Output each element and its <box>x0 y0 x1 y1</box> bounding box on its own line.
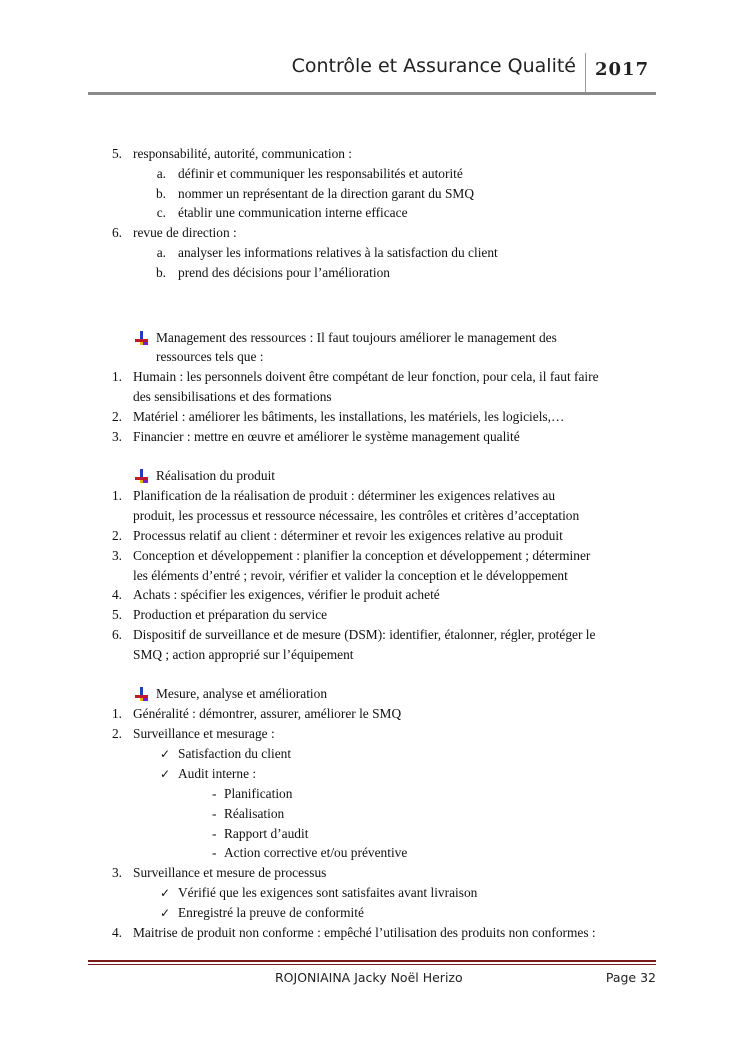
list-item: Conception et développement : planifier la conception et développement ; déterminer <box>133 548 591 563</box>
dash-item: Planification <box>224 786 293 801</box>
checkmark-icon: ✓ <box>160 906 171 920</box>
list-item: Production et préparation du service <box>133 607 328 622</box>
list-number: 2. <box>111 726 122 741</box>
sub-label: b. <box>155 186 166 201</box>
section-heading: Management des ressources : Il faut toujours améliorer le management des <box>156 330 557 345</box>
list-number: 3. <box>111 865 122 880</box>
arrow-bullet-icon <box>135 687 149 701</box>
check-item: Satisfaction du client <box>178 746 292 761</box>
list-item: Surveillance et mesure de processus <box>133 865 327 880</box>
section-heading-cont: ressources tels que : <box>156 349 264 364</box>
header-separator <box>585 53 586 94</box>
list-item: Surveillance et mesurage : <box>133 726 275 741</box>
list-number: 2. <box>111 528 122 543</box>
list-number: 6. <box>111 225 122 240</box>
list-number: 1. <box>111 706 122 721</box>
list-item: Processus relatif au client : déterminer et revoir les exigences relative au produit <box>133 528 563 543</box>
dash-item: Rapport d’audit <box>224 826 309 841</box>
section-heading: Mesure, analyse et amélioration <box>156 686 328 701</box>
arrow-bullet-icon <box>135 331 149 345</box>
list-item: Financier : mettre en œuvre et améliorer le système management qualité <box>133 429 520 444</box>
sub-label: a. <box>156 245 166 260</box>
list-number: 3. <box>111 548 122 563</box>
dash-bullet: - <box>212 826 217 841</box>
header-rule <box>88 92 656 95</box>
list-number: 4. <box>111 587 122 602</box>
list-item: revue de direction : <box>133 225 237 240</box>
check-item: Audit interne : <box>178 766 257 781</box>
dash-bullet: - <box>212 786 217 801</box>
list-item: Achats : spécifier les exigences, vérifier le produit acheté <box>133 587 440 602</box>
sub-item: prend des décisions pour l’amélioration <box>178 265 390 280</box>
sub-label: c. <box>156 205 166 220</box>
list-item: responsabilité, autorité, communication : <box>133 146 353 161</box>
list-item: Maitrise de produit non conforme : empêché l’utilisation des produits non conformes : <box>133 925 596 940</box>
header-year: 2017 <box>595 59 650 80</box>
dash-bullet: - <box>212 806 217 821</box>
sub-label: b. <box>155 265 166 280</box>
list-item-cont: les éléments d’entré ; revoir, vérifier et valider la conception et le développement <box>133 568 568 583</box>
header-title: Contrôle et Assurance Qualité <box>291 55 576 77</box>
list-number: 5. <box>111 146 122 161</box>
list-number: 4. <box>111 925 122 940</box>
list-item: Généralité : démontrer, assurer, améliorer le SMQ <box>133 706 402 721</box>
checkmark-icon: ✓ <box>160 767 171 781</box>
footer-rule-thin <box>88 964 656 965</box>
sub-item: définir et communiquer les responsabilités et autorité <box>178 166 463 181</box>
list-item: Matériel : améliorer les bâtiments, les installations, les matériels, les logiciels,… <box>133 409 565 424</box>
checkmark-icon: ✓ <box>160 886 171 900</box>
checkmark-icon: ✓ <box>160 747 171 761</box>
sub-label: a. <box>156 166 166 181</box>
list-item: Planification de la réalisation de produit : déterminer les exigences relatives au <box>133 488 556 503</box>
dash-item: Action corrective et/ou préventive <box>224 845 408 860</box>
dash-item: Réalisation <box>224 806 285 821</box>
list-number: 6. <box>111 627 122 642</box>
list-item: Dispositif de surveillance et de mesure (DSM): identifier, étalonner, régler, protéger le <box>133 627 596 642</box>
check-item: Vérifié que les exigences sont satisfaites avant livraison <box>178 885 478 900</box>
footer-author: ROJONIAINA Jacky Noël Herizo <box>275 970 463 985</box>
list-number: 1. <box>111 488 122 503</box>
check-item: Enregistré la preuve de conformité <box>178 905 364 920</box>
sub-item: établir une communication interne efficace <box>178 205 408 220</box>
list-item-cont: SMQ ; action approprié sur l’équipement <box>133 647 354 662</box>
arrow-bullet-icon <box>135 469 149 483</box>
list-item-cont: des sensibilisations et des formations <box>133 389 332 404</box>
list-number: 5. <box>111 607 122 622</box>
list-item: Humain : les personnels doivent être compétant de leur fonction, pour cela, il faut faire <box>133 369 599 384</box>
section-heading: Réalisation du produit <box>156 468 276 483</box>
footer-rule <box>88 960 656 962</box>
dash-bullet: - <box>212 845 217 860</box>
sub-item: nommer un représentant de la direction garant du SMQ <box>178 186 474 201</box>
footer-page-number: Page 32 <box>605 970 656 985</box>
list-item-cont: produit, les processus et ressource nécessaire, les contrôles et critères d’acceptation <box>133 508 580 523</box>
list-number: 3. <box>111 429 122 444</box>
list-number: 2. <box>111 409 122 424</box>
sub-item: analyser les informations relatives à la satisfaction du client <box>178 245 498 260</box>
list-number: 1. <box>111 369 122 384</box>
